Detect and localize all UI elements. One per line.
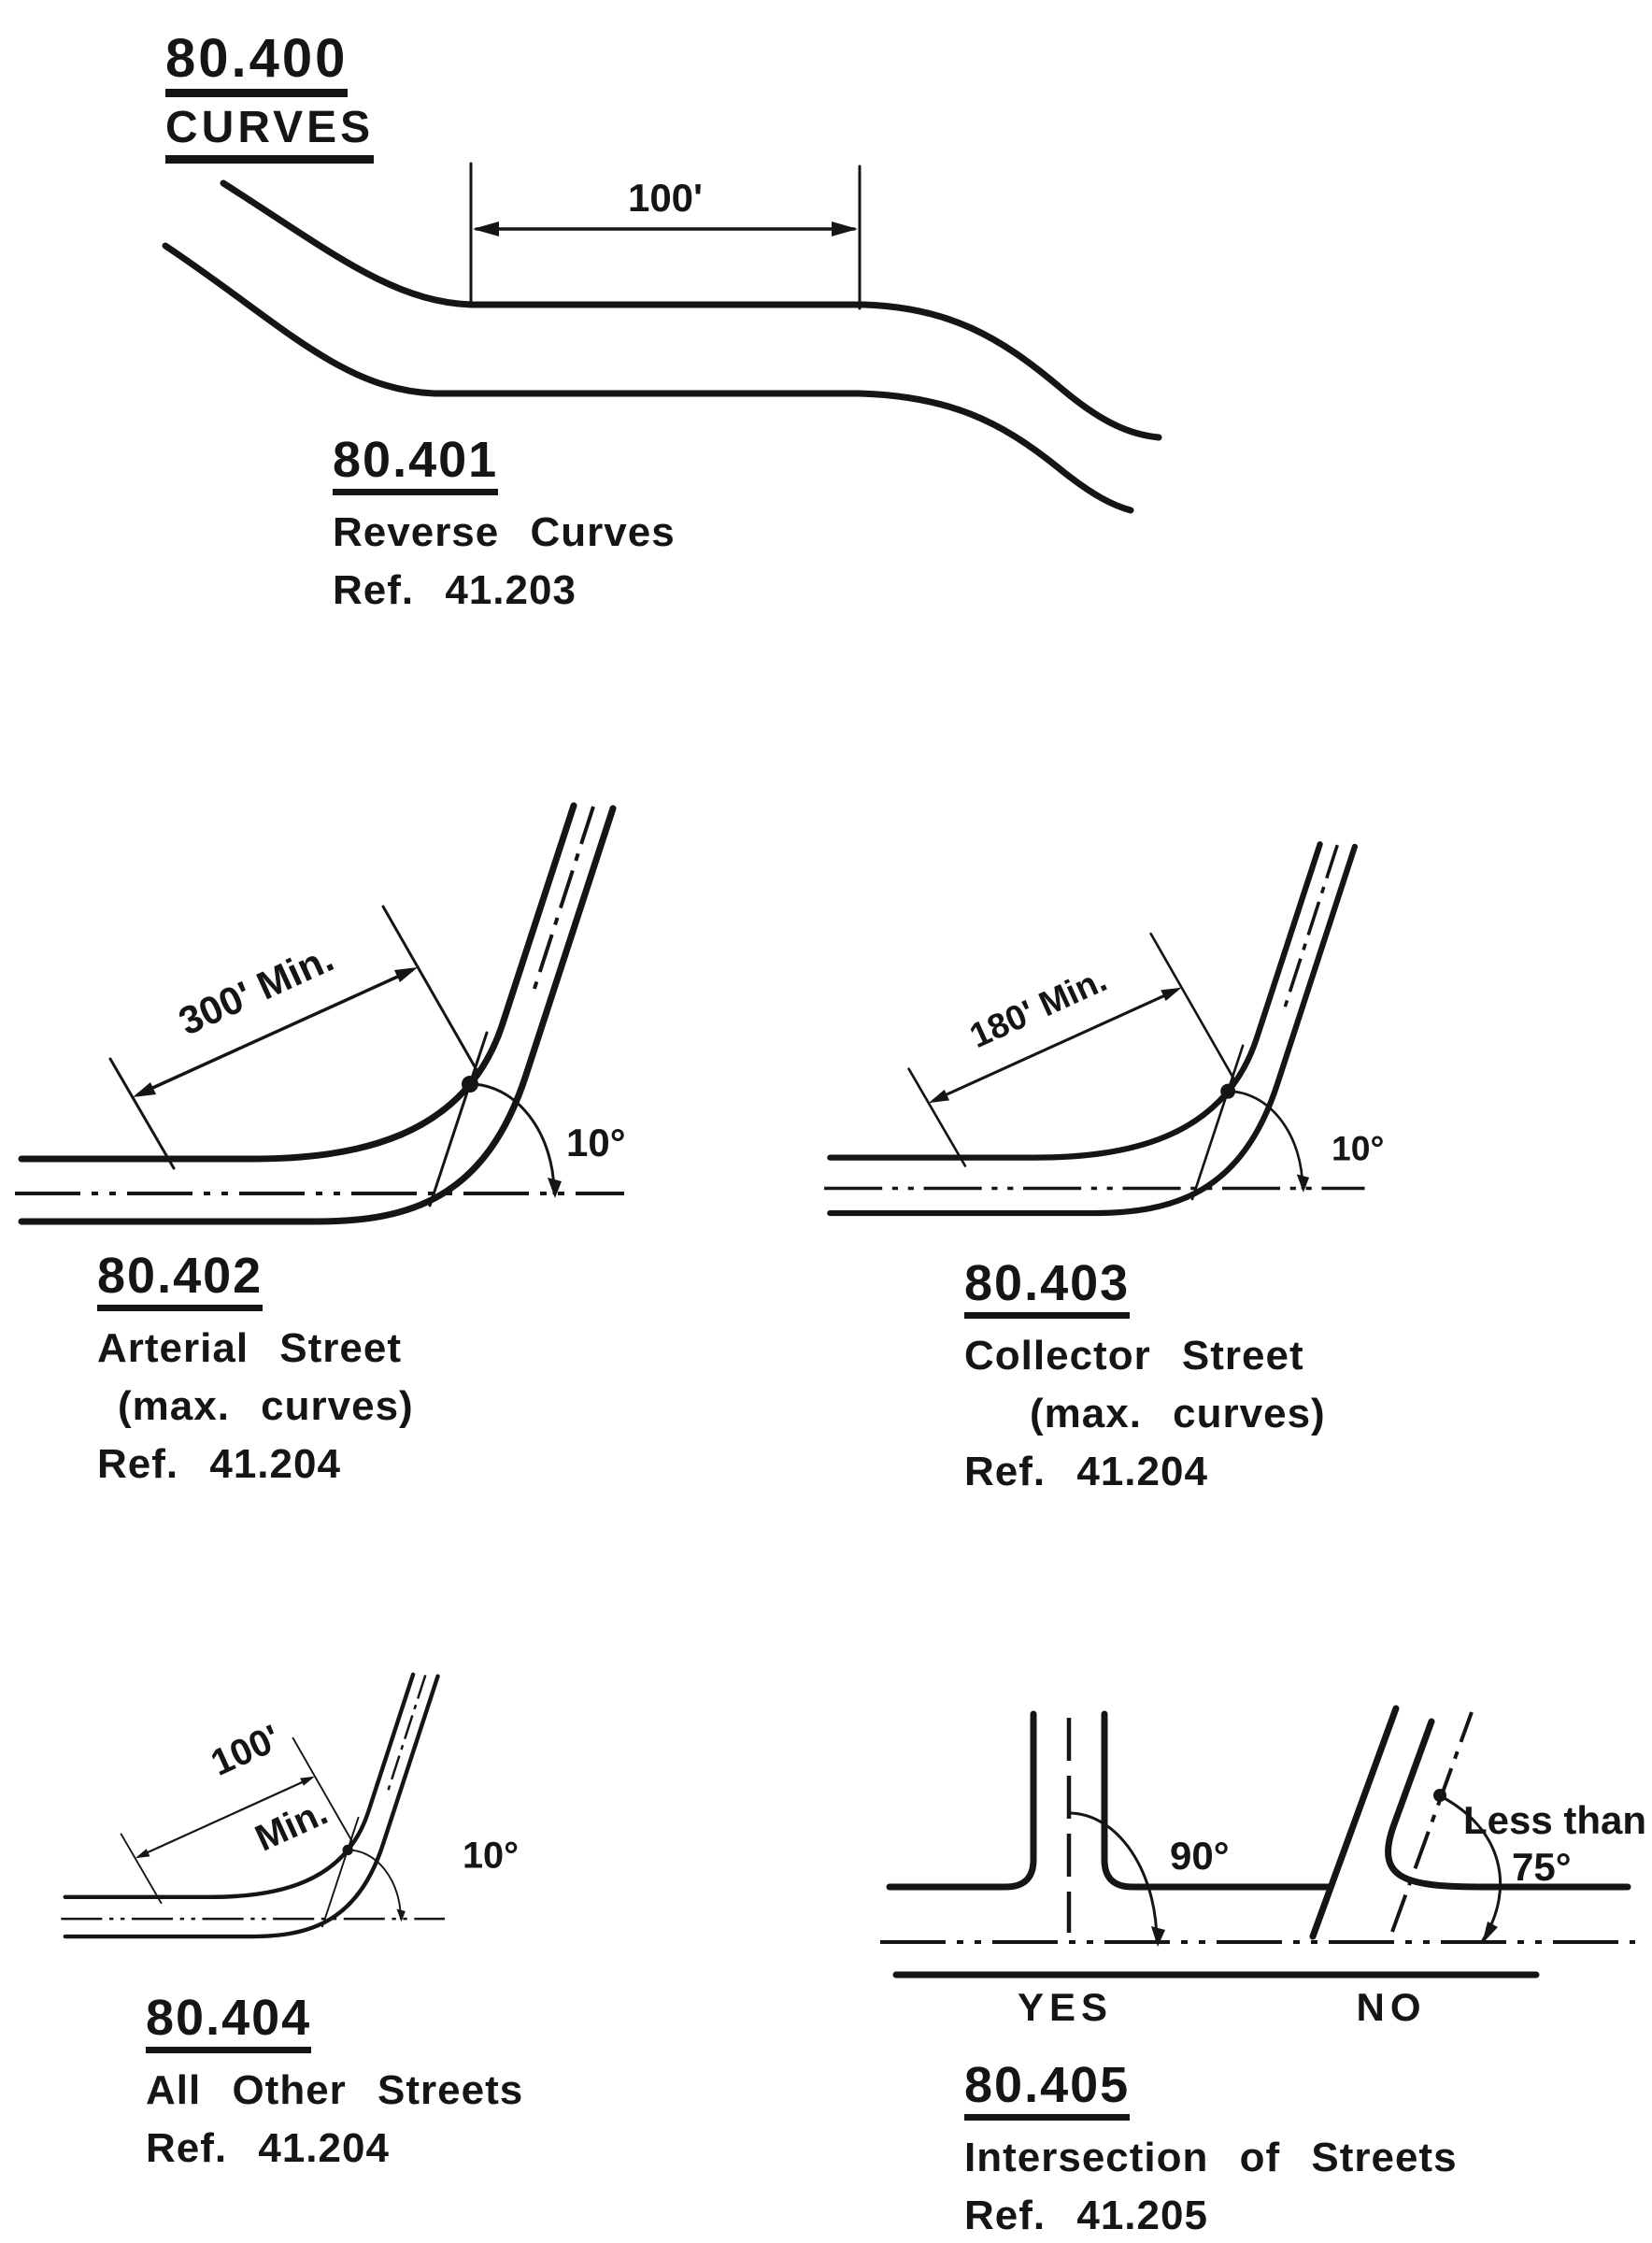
yes-label: YES <box>1017 1985 1114 2029</box>
section-ref: Ref. 41.204 <box>146 2125 390 2171</box>
section-number: 80.405 <box>964 2060 1130 2121</box>
right-angle-label: 90° <box>1170 1834 1230 1878</box>
no-label: NO <box>1356 1985 1427 2029</box>
junction-linework <box>15 806 624 1222</box>
section-number: 80.402 <box>97 1250 263 1311</box>
arrowhead-right-icon <box>832 221 858 236</box>
skew-angle-label-line2: 75° <box>1512 1845 1572 1889</box>
section-ref: Ref. 41.204 <box>97 1441 341 1487</box>
angle-label: 10° <box>566 1121 626 1164</box>
section-80404 <box>146 1990 524 2171</box>
section-text: (max. curves) <box>1030 1391 1326 1436</box>
no-street-left-edge <box>1313 1708 1396 1936</box>
no-street-centerline <box>1392 1712 1472 1932</box>
other-streets-curve-diagram <box>56 1664 519 1959</box>
section-ref: Ref. 41.204 <box>964 1449 1208 1494</box>
intersection-diagram <box>869 1656 1652 2049</box>
section-ref: Ref. 41.205 <box>964 2193 1208 2238</box>
collector-curve-diagram <box>818 830 1464 1245</box>
section-80405 <box>964 2057 1458 2238</box>
junction-linework <box>61 1675 445 1936</box>
angle-label: 10° <box>463 1835 519 1877</box>
section-number: 80.403 <box>964 1258 1130 1319</box>
page-title-word: CURVES <box>165 106 374 164</box>
section-text: Intersection of Streets <box>964 2135 1458 2180</box>
section-text: (max. curves) <box>118 1383 414 1429</box>
section-text: All Other Streets <box>146 2067 524 2113</box>
arrowhead-left-icon <box>473 221 499 236</box>
section-80403 <box>964 1255 1326 1494</box>
dimension-label-line1: 100' <box>205 1717 287 1784</box>
dimension-label: 180' Min. <box>963 959 1113 1056</box>
arterial-curve-diagram <box>7 790 736 1257</box>
road-edge-top <box>223 183 1159 437</box>
skew-angle-label-line1: Less than <box>1463 1798 1647 1842</box>
section-80402 <box>97 1250 414 1485</box>
section-80401 <box>333 432 676 613</box>
section-ref: Ref. 41.203 <box>333 567 577 613</box>
page-title-number: 80.400 <box>165 32 348 97</box>
section-text: Arterial Street <box>97 1325 403 1371</box>
section-text: Collector Street <box>964 1333 1304 1379</box>
yes-street-left-edge <box>890 1714 1033 1887</box>
dimension-label-line2: Min. <box>249 1791 335 1860</box>
section-number: 80.401 <box>333 435 498 495</box>
angle-label: 10° <box>1332 1128 1385 1168</box>
dimension-label: 300' Min. <box>172 935 340 1044</box>
section-text: Reverse Curves <box>333 509 676 555</box>
section-number: 80.404 <box>146 1993 311 2053</box>
junction-linework <box>824 844 1364 1213</box>
dimension-label: 100' <box>627 176 704 220</box>
